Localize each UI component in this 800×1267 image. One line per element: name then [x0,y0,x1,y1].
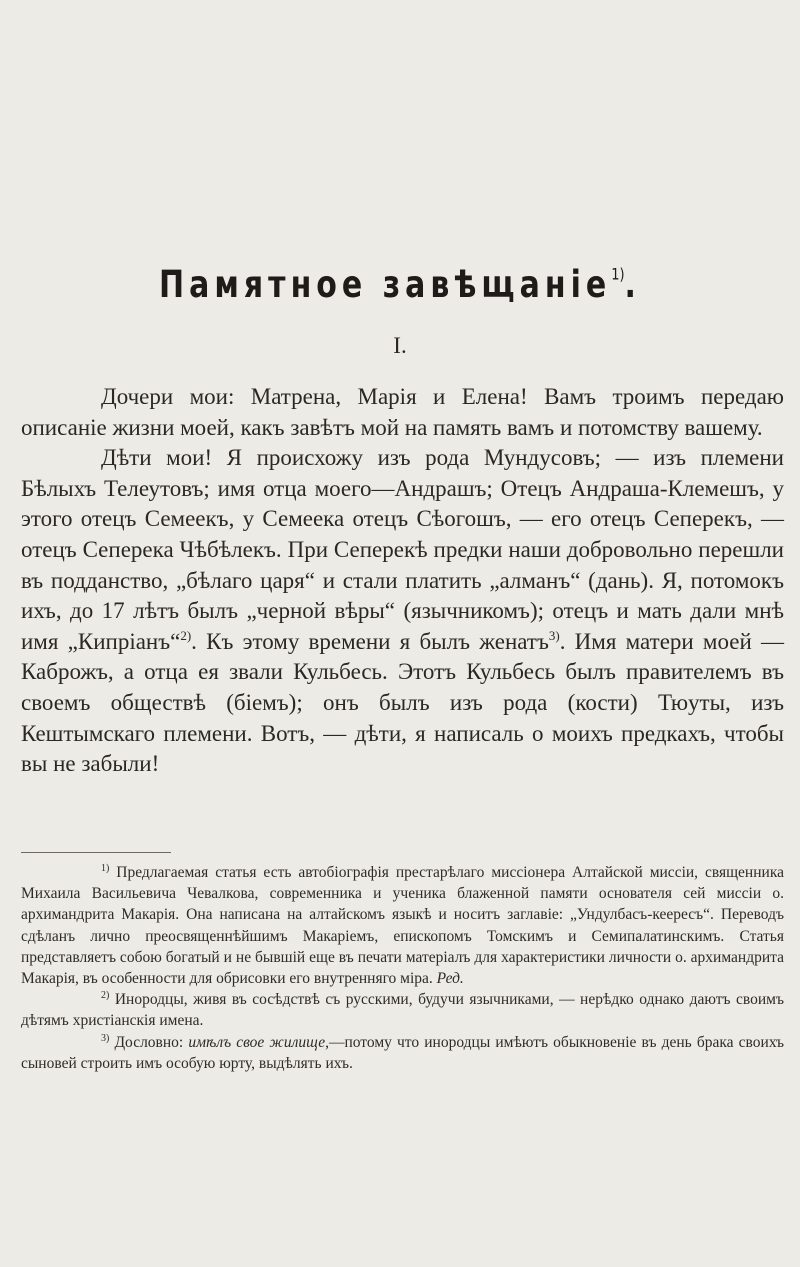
page-title: Памятное завѣщаніе$^{1)}$. [159,263,641,307]
footnote-ref-2: 2) [180,627,192,643]
footnote-3-mark: 3) [101,1032,110,1044]
title-text: Памятное завѣщаніе [159,263,612,307]
section-number: I. [393,333,407,358]
footnote-2-text: Инородцы, живя въ сосѣдствѣ съ русскими, будучи язычниками, — нерѣдко однако даютъ своимъ дѣтямъ христіанскія имена. [21,991,784,1030]
footnote-1-text: Предлагаемая статья есть автобіографія престарѣлаго миссіонера Алтайской миссіи, священника Михаила Васильевича Чевалкова, современника и ученика блаженной памяти основателя сей миссіи о. архимандрита Макарія. Она написана на алтайскомъ языкѣ и носитъ заглавіе: „Ундулбасъ-кеересъ“. Переводъ сдѣланъ лично преосвященнѣйшимъ Макаріемъ, епископомъ Томскимъ и Семипалатинскимъ. Статья представляетъ собою богатый и не бывшій еще въ печати матеріалъ для характеристики личности о. архимандрита Макарія, въ особенности для обрисовки его внутренняго міра. [21,864,784,988]
paragraph-daughters: Дочери мои: Матрена, Марія и Елена! Вамъ троимъ передаю описаніе жизни моей, какъ завѣтъ мой на память вамъ и потомству вашему. [21,384,784,440]
footnote-2-mark: 2) [101,990,110,1002]
footnote-2 [21,989,784,1031]
main-text [21,382,784,780]
footnotes [21,862,784,1074]
footnote-3 [21,1032,784,1074]
paragraph-ancestry [21,443,784,780]
footnote-3-italic: имѣлъ свое жилище [188,1033,326,1051]
editor-mark: Ред. [436,970,464,988]
footnote-1 [21,862,784,989]
ancestry-text-b: . Къ этому времени я былъ женатъ [191,628,549,654]
footnote-divider [21,852,171,853]
title-footnote-mark: 1) [611,265,625,285]
footnote-1-mark: 1) [101,863,110,874]
footnote-3-text-a: Дословно: [114,1033,189,1051]
footnote-ref-3: 3) [548,627,560,643]
ancestry-text-a: Дѣти мои! Я происхожу изъ рода Мундусовъ; — изъ племени Бѣлыхъ Телеутовъ; имя отца моего—Андрашъ; Отецъ Андраша-Клемешъ, у этого отецъ Семеекъ, у Семеека отецъ Сѣогошъ, — его отецъ Сеперекъ, — отецъ Сеперека Чѣбѣлекъ. При Сеперекѣ предки наши добровольно перешли въ подданство, „бѣлаго царя“ и стали платить „алманъ“ (дань). Я, потомокъ ихъ, до 17 лѣтъ былъ „черной вѣры“ (язычникомъ); отецъ и мать дали мнѣ имя „Кипріанъ“ [21,445,784,654]
ancestry-text-c: . Имя матери моей — Каброжъ, а отца ея звали Кульбесь. Этотъ Кульбесь былъ правителемъ въ своемъ обществѣ (біемъ); онъ былъ изъ рода (кости) Тюуты, изъ Кештымскаго племени. Вотъ, — дѣти, я написаль о моихъ предкахъ, чтобы вы не забыли! [21,628,784,777]
footnote-3-text-b: ,—потому что инородцы имѣютъ обыкновеніе въ день брака своихъ сыновей строить имъ особую юрту, выдѣлять ихъ. [21,1033,784,1072]
show-through-texture [150,8,710,36]
